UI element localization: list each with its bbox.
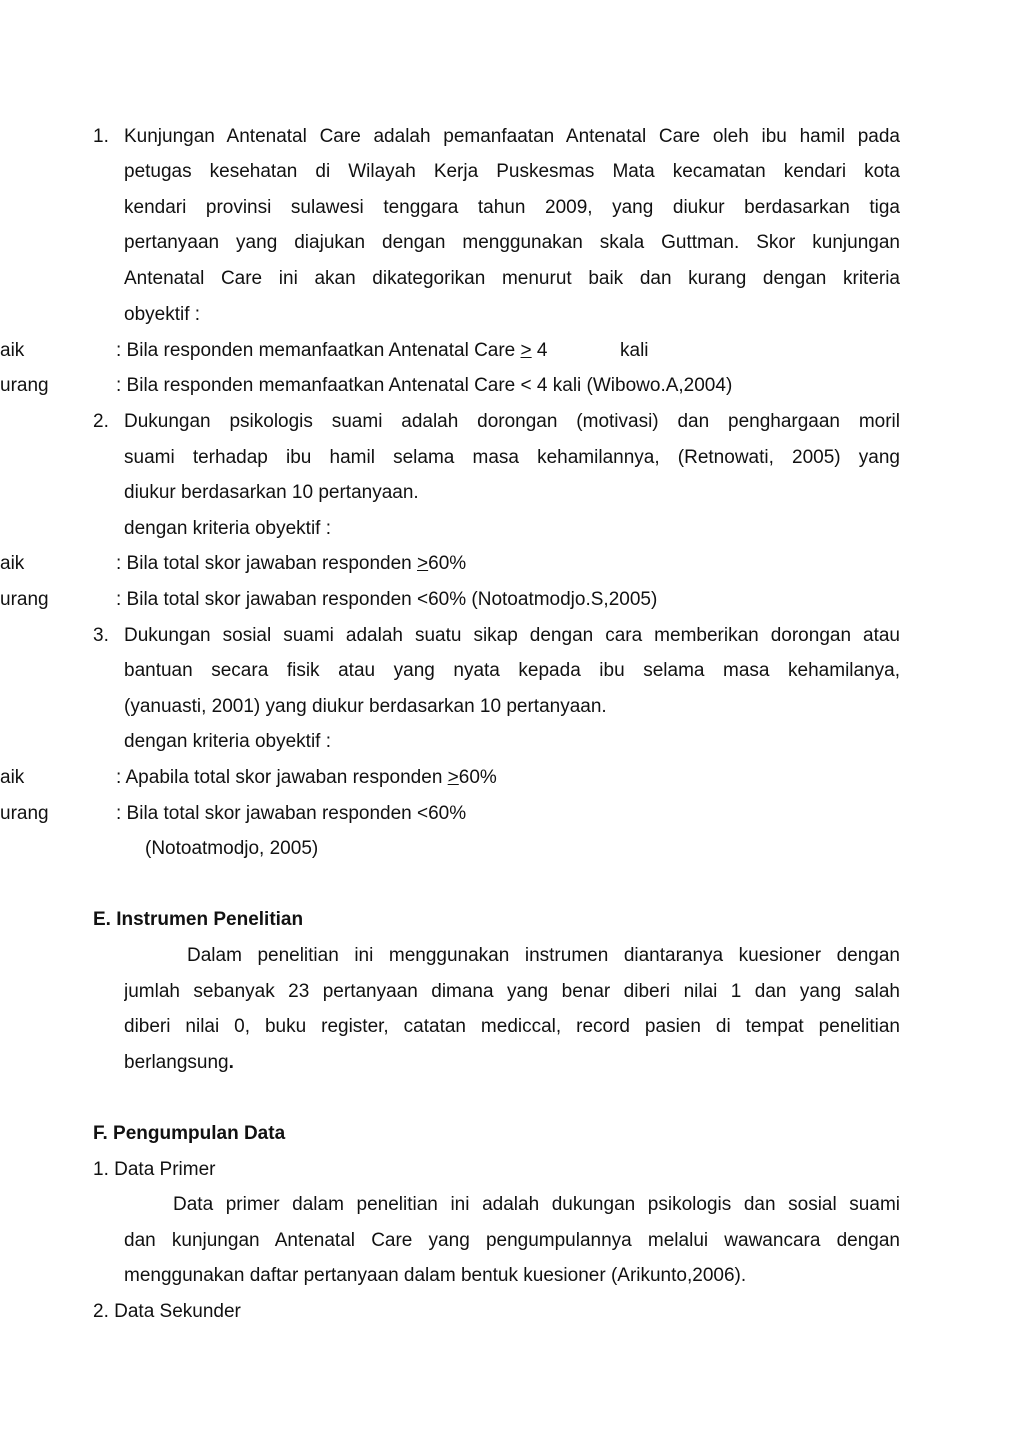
- criteria-text-baik: [116, 340, 548, 362]
- greater-equal-symbol: >: [520, 340, 532, 361]
- criteria-label-baik: aik: [0, 767, 25, 788]
- criteria-label-kurang: urang: [0, 803, 49, 824]
- def1-line-6: obyektif :: [124, 304, 201, 325]
- greater-equal-symbol: >: [417, 553, 429, 574]
- criteria-text-baik: [116, 767, 497, 789]
- criteria-text-kurang: : Bila total skor jawaban responden <60%: [116, 803, 467, 824]
- def1-line-5: Antenatal Care ini akan dikategorikan menurut baik dan kurang dengan kriteria: [124, 268, 900, 289]
- def2-line-1: Dukungan psikologis suami adalah dorongan (motivasi) dan penghargaan moril: [124, 411, 900, 432]
- criteria-label-kurang: urang: [0, 375, 49, 396]
- list-number-2: 2.: [93, 411, 109, 432]
- def3-line-1: Dukungan sosial suami adalah suatu sikap dengan cara memberikan dorongan atau: [124, 625, 900, 646]
- criteria-text-kurang: : Bila responden memanfaatkan Antenatal Care < 4 kali (Wibowo.A,2004): [116, 375, 733, 396]
- def3-line-3: (yanuasti, 2001) yang diukur berdasarkan 10 pertanyaan.: [124, 696, 607, 717]
- sectione-period: .: [228, 1052, 234, 1073]
- sectionf-line-2: dan kunjungan Antenatal Care yang pengumpulannya melalui wawancara dengan: [124, 1230, 900, 1251]
- sectione-line-2: jumlah sebanyak 23 pertanyaan dimana yang benar diberi nilai 1 dan yang salah: [124, 981, 900, 1002]
- criteria-value: 4: [531, 340, 548, 361]
- sectionf-line-3: menggunakan daftar pertanyaan dalam bentuk kuesioner (Arikunto,2006).: [124, 1265, 747, 1286]
- sectione-line-1: Dalam penelitian ini menggunakan instrumen diantaranya kuesioner dengan: [187, 945, 900, 966]
- section-heading-f: F. Pengumpulan Data: [93, 1123, 286, 1144]
- section-heading-e: E. Instrumen Penelitian: [93, 909, 304, 930]
- criteria-label-kurang: urang: [0, 589, 49, 610]
- criteria-label-baik: aik: [0, 340, 25, 361]
- subheading-data-sekunder: 2. Data Sekunder: [93, 1301, 241, 1322]
- sectionf-line-1: Data primer dalam penelitian ini adalah dukungan psikologis dan sosial suami: [173, 1194, 900, 1215]
- def2-line-3: diukur berdasarkan 10 pertanyaan.: [124, 482, 419, 503]
- def2-criteria-intro: dengan kriteria obyektif :: [124, 518, 332, 539]
- subheading-data-primer: 1. Data Primer: [93, 1159, 216, 1180]
- sectione-last-text: berlangsung: [124, 1052, 229, 1073]
- def1-line-2: petugas kesehatan di Wilayah Kerja Puskesmas Mata kecamatan kendari kota: [124, 161, 900, 182]
- criteria-text-prefix: : Bila total skor jawaban responden: [116, 553, 418, 574]
- def1-line-4: pertanyaan yang diajukan dengan menggunakan skala Guttman. Skor kunjungan: [124, 232, 900, 253]
- def3-line-2: bantuan secara fisik atau yang nyata kepada ibu selama masa kehamilanya,: [124, 660, 900, 681]
- criteria-value: 60%: [458, 767, 497, 788]
- list-number-1: 1.: [93, 126, 109, 147]
- criteria-text-kurang: : Bila total skor jawaban responden <60% (Notoatmodjo.S,2005): [116, 589, 658, 610]
- sectione-line-4: [124, 1052, 234, 1074]
- def1-line-1: Kunjungan Antenatal Care adalah pemanfaatan Antenatal Care oleh ibu hamil pada: [124, 126, 900, 147]
- def1-line-3: kendari provinsi sulawesi tenggara tahun 2009, yang diukur berdasarkan tiga: [124, 197, 900, 218]
- list-number-3: 3.: [93, 625, 109, 646]
- criteria-text-prefix: : Apabila total skor jawaban responden: [116, 767, 448, 788]
- def3-criteria-intro: dengan kriteria obyektif :: [124, 731, 332, 752]
- criteria-text-prefix: : Bila responden memanfaatkan Antenatal Care: [116, 340, 521, 361]
- criteria-text-baik: [116, 553, 466, 575]
- def2-line-2: suami terhadap ibu hamil selama masa kehamilannya, (Retnowati, 2005) yang: [124, 447, 900, 468]
- greater-equal-symbol: >: [447, 767, 459, 788]
- criteria-label-baik: aik: [0, 553, 25, 574]
- citation: (Notoatmodjo, 2005): [145, 838, 319, 859]
- sectione-line-3: diberi nilai 0, buku register, catatan mediccal, record pasien di tempat penelitian: [124, 1016, 900, 1037]
- criteria-value: 60%: [428, 553, 467, 574]
- criteria-unit: kali: [620, 340, 649, 361]
